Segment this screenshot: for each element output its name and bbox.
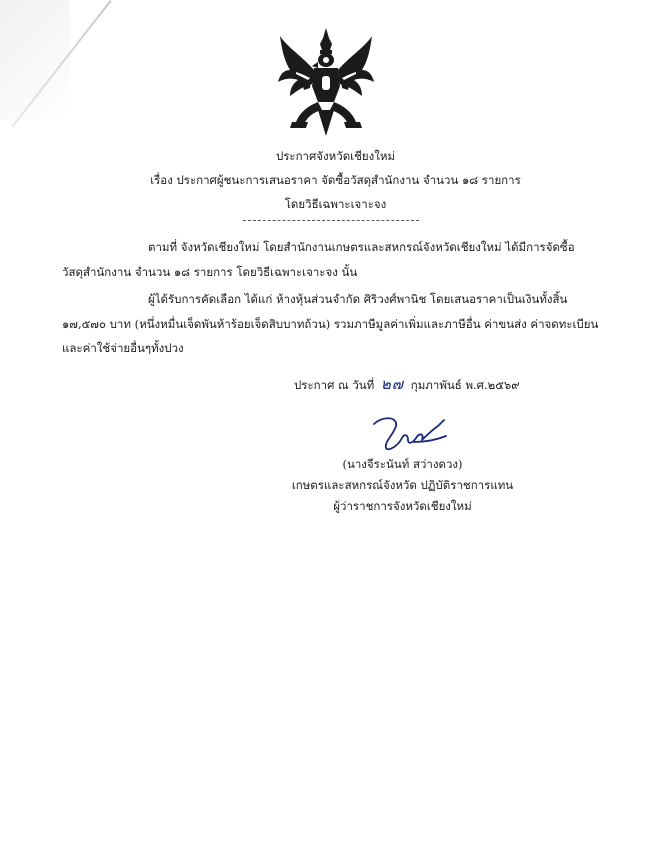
garuda-emblem-icon [274, 26, 378, 138]
date-prefix: ประกาศ ณ วันที่ [294, 378, 375, 392]
signatory-position-1: เกษตรและสหกรณ์จังหวัด ปฏิบัติราชการแทน [291, 478, 514, 492]
paragraph-2-line-3: และค่าใช้จ่ายอื่นๆทั้งปวง [62, 341, 184, 355]
date-suffix: กุมภาพันธ์ พ.ศ.๒๕๖๙ [410, 378, 520, 392]
paragraph-2-line-1: ผู้ได้รับการคัดเลือก ได้แก่ ห้างหุ้นส่วนจำกัด ศิริวงศ์พานิช โดยเสนอราคาเป็นเงินทั้งสิ้น [148, 292, 568, 306]
paragraph-1-line-2: วัสดุสำนักงาน จำนวน ๑๘ รายการ โดยวิธีเฉพาะเจาะจง นั้น [62, 265, 358, 279]
header-divider [243, 220, 419, 221]
handwritten-day: ๒๗ [380, 375, 405, 393]
paragraph-1-line-1: ตามที่ จังหวัดเชียงใหม่ โดยสำนักงานเกษตรและสหกรณ์จังหวัดเชียงใหม่ ได้มีการจัดซื้อ [148, 240, 575, 254]
handwritten-signature-icon [368, 412, 450, 454]
signatory-position-2: ผู้ว่าราชการจังหวัดเชียงใหม่ [333, 499, 472, 513]
announcement-subject: เรื่อง ประกาศผู้ชนะการเสนอราคา จัดซื้อวัสดุสำนักงาน จำนวน ๑๘ รายการ [150, 173, 521, 187]
page-fold-shadow [0, 0, 70, 120]
signatory-name: (นางจีระนันท์ สว่างดวง) [342, 457, 463, 471]
procurement-method: โดยวิธีเฉพาะเจาะจง [284, 197, 387, 211]
announcement-title: ประกาศจังหวัดเชียงใหม่ [275, 149, 396, 163]
paragraph-2-line-2: ๑๗,๕๗๐ บาท (หนึ่งหมื่นเจ็ดพันห้าร้อยเจ็ดสิบบาทถ้วน) รวมภาษีมูลค่าเพิ่มและภาษีอื่น ค่าขนส่ง ค่าจดทะเบียน [62, 317, 599, 331]
announcement-date [294, 372, 520, 396]
